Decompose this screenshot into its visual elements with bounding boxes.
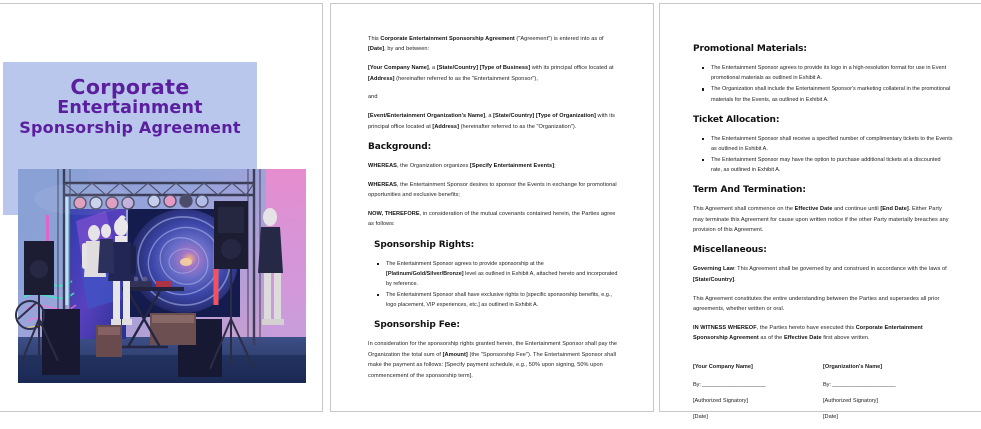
list-item: The Entertainment Sponsor agrees to provide its logo in a high-resolution format for use in Event promotional materials as outlined in Exhibit A. bbox=[693, 63, 953, 83]
sponsorship-rights-list bbox=[368, 259, 620, 311]
signature-block bbox=[693, 363, 953, 429]
heading-miscellaneous: Miscellaneous: bbox=[693, 245, 767, 256]
cover-photo bbox=[18, 169, 306, 383]
signature-column-right bbox=[823, 363, 953, 429]
signature-column-left bbox=[693, 363, 823, 429]
signature-company-name: [Your Company Name] bbox=[693, 364, 753, 371]
ticket-allocation-list bbox=[693, 134, 953, 176]
signature-date: [Date] bbox=[823, 414, 838, 421]
governing-law-paragraph: Governing Law: This Agreement shall be governed by and construed in accordance with the laws of [State/Country]. bbox=[693, 266, 947, 283]
cover-title-line-2: Entertainment bbox=[57, 98, 203, 119]
heading-background: Background: bbox=[368, 141, 432, 152]
heading-promotional-materials: Promotional Materials: bbox=[693, 44, 807, 54]
heading-sponsorship-fee: Sponsorship Fee: bbox=[374, 320, 460, 331]
in-witness-whereof-paragraph: IN WITNESS WHEREOF, the Parties hereto have executed this Corporate Entertainment Sponsorship Agreement as of the Effective Date first above written. bbox=[693, 324, 923, 342]
page-3-content bbox=[693, 34, 953, 429]
term-and-termination-paragraph: This Agreement shall commence on the Effective Date and continue until [End Date]. Either Party may terminate this Agreement for cause upon written notice if the other Party materially breaches any provision of this Agreement. bbox=[693, 206, 949, 234]
heading-ticket-allocation: Ticket Allocation: bbox=[693, 114, 780, 125]
intro-paragraph-1: This Corporate Entertainment Sponsorship Agreement ("Agreement") is entered into as of [Date], by and between: bbox=[368, 36, 604, 53]
background-whereas-1: WHEREAS, the Organization organizes [Specify Entertainment Events]; bbox=[368, 162, 556, 169]
cover-title bbox=[3, 76, 257, 138]
heading-sponsorship-rights: Sponsorship Rights: bbox=[374, 239, 475, 250]
cover-title-line-3: Sponsorship Agreement bbox=[19, 118, 241, 138]
list-item: The Entertainment Sponsor agrees to provide sponsorship at the [Platinum/Gold/Silver/Bronze] level as outlined in Exhibit A, attached hereto and incorporated by reference. bbox=[368, 259, 620, 290]
background-whereas-2: WHEREAS, the Entertainment Sponsor desires to sponsor the Events in exchange for promotional opportunities and exclusive benefits; bbox=[368, 181, 617, 199]
cover-photo-illustration bbox=[18, 169, 306, 383]
entire-understanding-paragraph: This Agreement constitutes the entire understanding between the Parties and supersedes all prior agreements, whether written or oral. bbox=[693, 295, 940, 312]
sponsorship-fee-paragraph: In consideration for the sponsorship rights granted herein, the Entertainment Sponsor shall pay the Organization the total sum of [Amount] (the "Sponsorship Fee"). The Entertainment Sponsor shall make the payment as follows: [Specify payment schedule, e.g., 50% upon signing, 50% upon commencement of the sponsorship term]. bbox=[368, 341, 618, 379]
signature-organization-name: [Organization's Name] bbox=[823, 364, 883, 371]
list-item: The Organization shall include the Entertainment Sponsor's marketing collateral in the promotional materials for the Events, as outlined in Exhibit A. bbox=[693, 84, 953, 104]
intro-paragraph-2: [Your Company Name], a [State/Country] [Type of Business] with its principal office located at [Address] (hereinafter referred to as the "Entertainment Sponsor"), bbox=[368, 65, 614, 82]
signature-date: [Date] bbox=[693, 414, 708, 421]
cover-title-line-1: Corporate bbox=[70, 75, 190, 99]
signature-by-line[interactable]: By: _____________________ bbox=[693, 382, 766, 389]
list-item: The Entertainment Sponsor shall have exclusive rights to [specific sponsorship benefits, e.g., logo placement, VIP experiences, etc.] as outlined in Exhibit A. bbox=[368, 290, 620, 310]
signature-authorized-signatory: [Authorized Signatory] bbox=[823, 398, 879, 405]
document-page-2[interactable] bbox=[330, 3, 654, 412]
page-2-content bbox=[368, 34, 620, 389]
heading-term-and-termination: Term And Termination: bbox=[693, 185, 806, 196]
promotional-materials-list bbox=[693, 63, 953, 105]
intro-paragraph-3: and bbox=[368, 94, 378, 101]
list-item: The Entertainment Sponsor shall receive a specified number of complimentary tickets to the Events as outlined in Exhibit A. bbox=[693, 134, 953, 154]
background-now-therefore: NOW, THEREFORE, in consideration of the mutual covenants contained herein, the Parties agree as follows: bbox=[368, 210, 616, 228]
list-item: The Entertainment Sponsor may have the option to purchase additional tickets at a discounted rate, as outlined in Exhibit A. bbox=[693, 155, 953, 175]
signature-authorized-signatory: [Authorized Signatory] bbox=[693, 398, 749, 405]
intro-paragraph-4: [Event/Entertainment Organization's Name], a [State/Country] [Type of Organization] with its principal office located at [Address] (hereinafter referred to as the "Organization"). bbox=[368, 113, 616, 130]
document-page-1-cover[interactable] bbox=[0, 3, 323, 412]
document-page-3[interactable] bbox=[659, 3, 981, 421]
signature-by-line[interactable]: By: _____________________ bbox=[823, 382, 896, 389]
